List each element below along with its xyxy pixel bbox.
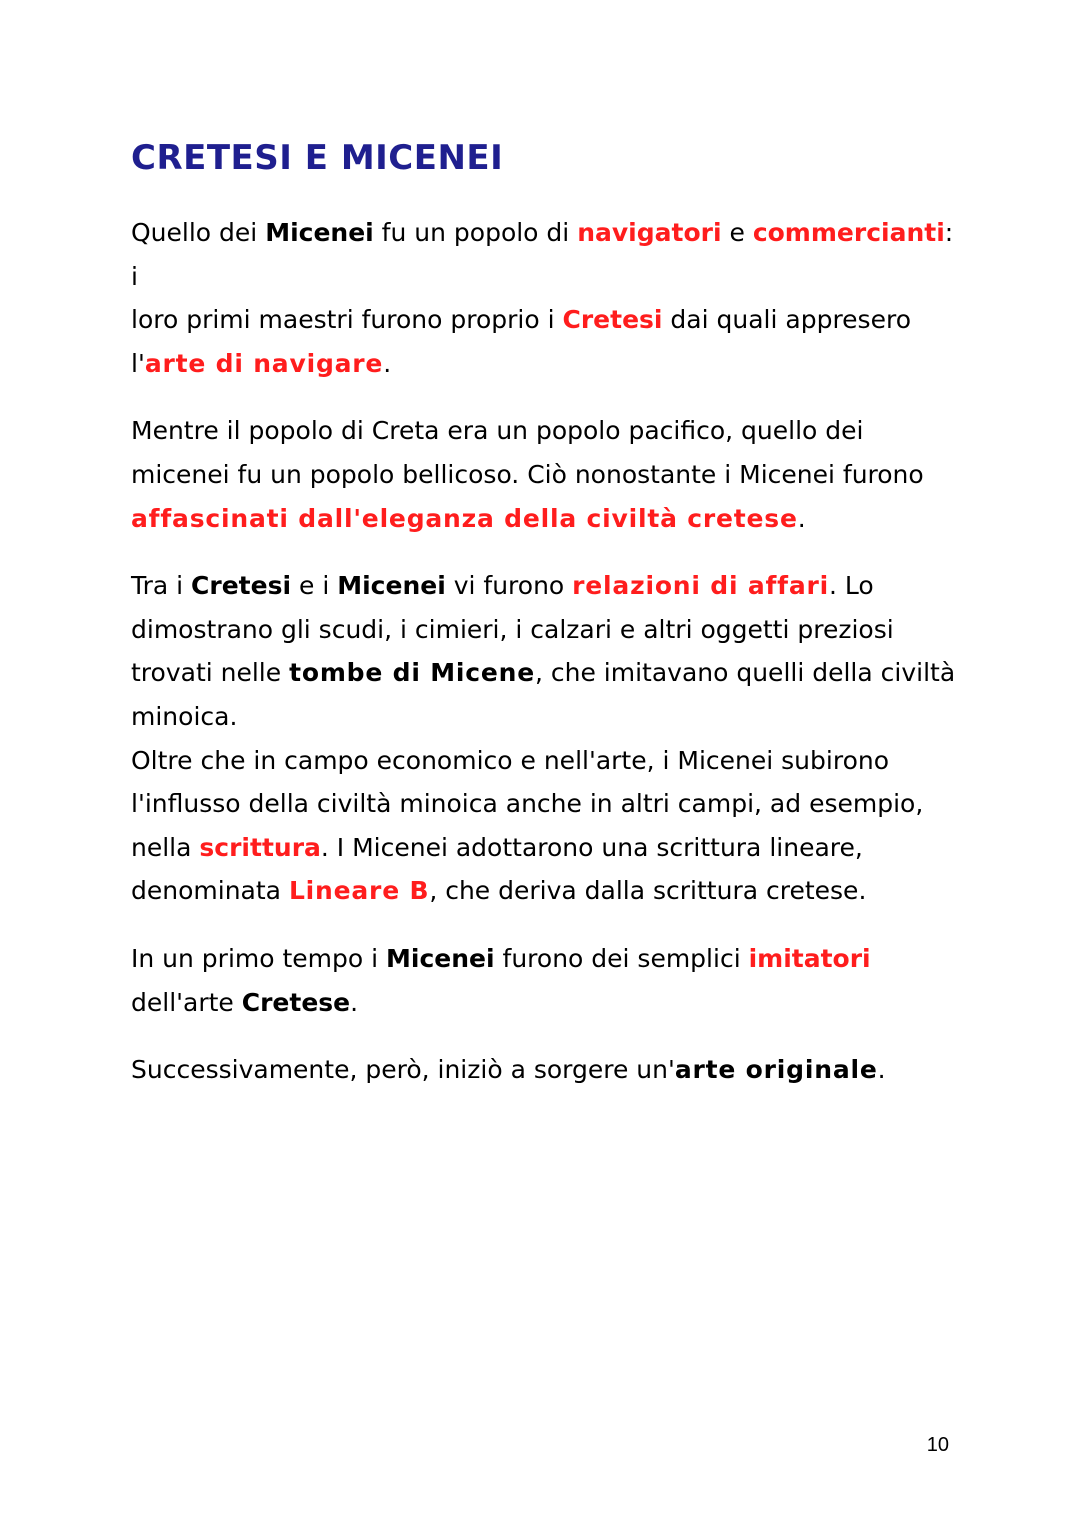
- bold-term: Micenei: [265, 218, 374, 247]
- text-span: In un primo tempo i: [131, 943, 387, 973]
- text-span: vi furono: [445, 571, 573, 601]
- text-span: trovati nelle: [131, 658, 290, 688]
- bold-term: Cretesi: [191, 571, 292, 601]
- text-span: dell'arte: [131, 987, 242, 1017]
- text-span: Mentre il popolo di Creta era un popolo pacifico, quello dei: [131, 416, 864, 446]
- bold-term: Micenei: [337, 571, 446, 601]
- highlighted-term: relazioni di affari: [572, 571, 830, 601]
- text-span: denominata: [131, 876, 289, 906]
- text-span: dai quali appresero: [662, 305, 911, 335]
- text-span: , che imitavano quelli della civiltà: [534, 658, 956, 688]
- text-span: dimostrano gli scudi, i cimieri, i calzari e altri oggetti preziosi: [131, 614, 894, 644]
- text-span: Oltre che in campo economico e nell'arte, i Micenei subirono: [131, 745, 890, 775]
- text-span: loro primi maestri furono proprio i: [131, 305, 563, 335]
- paragraph-2: [131, 409, 961, 540]
- highlighted-term: scrittura: [199, 832, 321, 862]
- bold-term: Cretese: [241, 987, 351, 1017]
- text-span: l'influsso della civiltà minoica anche in altri campi, ad esempio,: [131, 789, 924, 819]
- highlighted-term: Cretesi: [562, 305, 663, 335]
- paragraph-3: [131, 564, 961, 913]
- text-span: . I Micenei adottarono una scrittura lineare,: [320, 832, 863, 862]
- highlighted-term: navigatori: [577, 218, 722, 247]
- text-span: l': [131, 348, 145, 378]
- highlighted-term: imitatori: [748, 943, 871, 973]
- text-span: furono dei semplici: [494, 943, 749, 973]
- document-body: [131, 211, 961, 1092]
- text-span: .: [383, 348, 392, 378]
- highlighted-term: arte di navigare: [144, 348, 384, 378]
- text-span: fu un popolo di: [373, 218, 578, 247]
- text-span: Successivamente, però, iniziò a sorgere un': [131, 1055, 675, 1085]
- text-span: .: [350, 987, 359, 1017]
- bold-term: tombe di Micene: [289, 658, 535, 688]
- paragraph-5: [131, 1048, 961, 1092]
- text-span: .: [797, 503, 806, 533]
- text-span: e: [721, 218, 753, 247]
- text-span: Quello dei: [131, 218, 266, 247]
- text-span: , che deriva dalla scrittura cretese.: [429, 876, 867, 906]
- text-span: e i: [291, 571, 338, 601]
- text-span: . Lo: [829, 571, 874, 601]
- text-span: Tra i: [131, 571, 192, 601]
- paragraph-1: [131, 211, 961, 385]
- text-span: .: [877, 1055, 886, 1085]
- text-span: nella: [131, 832, 200, 862]
- highlighted-term: Lineare B: [288, 876, 430, 906]
- page-number: 10: [926, 1434, 949, 1456]
- highlighted-term: commercianti: [752, 218, 945, 247]
- page-title: CRETESI E MICENEI: [131, 138, 504, 178]
- text-span: : i: [131, 218, 954, 291]
- highlighted-term: affascinati dall'eleganza della civiltà cretese: [131, 503, 798, 533]
- paragraph-4: [131, 937, 961, 1024]
- text-span: micenei fu un popolo bellicoso. Ciò nonostante i Micenei furono: [131, 459, 924, 489]
- bold-term: Micenei: [386, 943, 495, 973]
- text-span: minoica.: [131, 701, 238, 731]
- bold-term: arte originale: [674, 1055, 878, 1085]
